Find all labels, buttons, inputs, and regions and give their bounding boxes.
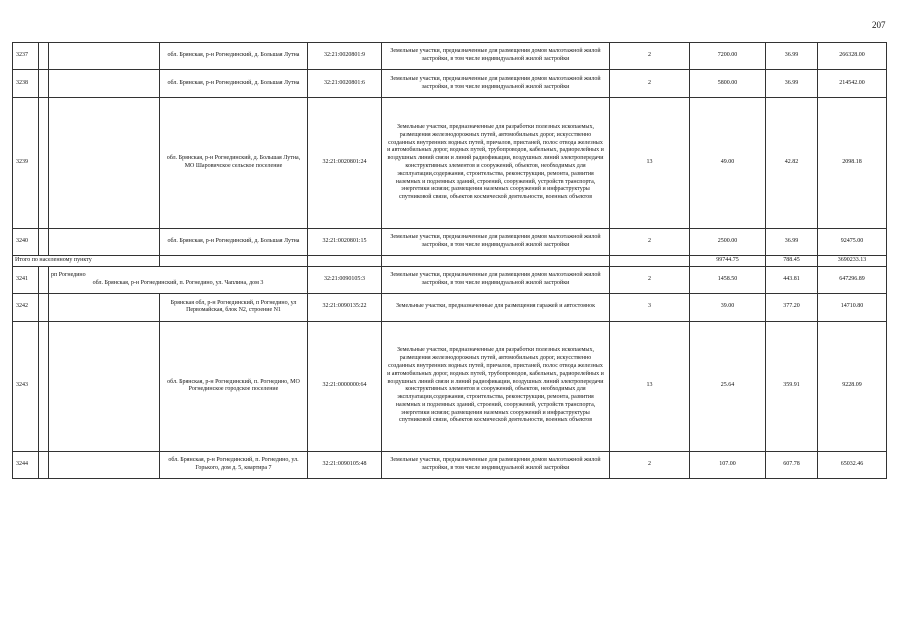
row-number: 3243 — [13, 321, 39, 451]
blank-cell — [49, 98, 160, 229]
area-cell: 2500.00 — [690, 229, 766, 256]
blank-cell — [39, 70, 49, 98]
blank-cell — [308, 256, 382, 267]
address-cell: обл. Брянская, р-н Рогнединский, д. Большая Лутна — [160, 43, 308, 70]
address-text: обл. Брянская, р-н Рогнединский, п. Рогнедино, ул. Чаплина, дом 3 — [92, 280, 264, 287]
address-cell: обл. Брянская, р-н Рогнединский, п. Рогнедино, МО Рогнединское городское поселение — [160, 321, 308, 451]
blank-cell — [49, 321, 160, 451]
address-cell — [49, 266, 308, 293]
area-cell: 107.00 — [690, 451, 766, 478]
blank-cell — [39, 98, 49, 229]
address-cell: обл. Брянская, р-н Рогнединский, д. Большая Лутна — [160, 70, 308, 98]
cadastral-number-cell: 32:21:0090105:48 — [308, 451, 382, 478]
cadastral-number-cell: 32:21:0020801:6 — [308, 70, 382, 98]
row-number: 3237 — [13, 43, 39, 70]
land-purpose-cell: Земельные участки, предназначенные для размещения домов малоэтажной жилой застройки, в том числе индивидуальной жилой застройки — [382, 451, 610, 478]
group-cell: 2 — [610, 266, 690, 293]
blank-cell — [39, 43, 49, 70]
blank-cell — [49, 229, 160, 256]
value-cell: 214542.00 — [818, 70, 887, 98]
table-row — [13, 451, 887, 478]
table-row — [13, 43, 887, 70]
area-cell: 5800.00 — [690, 70, 766, 98]
value-cell: 14710.80 — [818, 293, 887, 321]
table-row — [13, 321, 887, 451]
blank-cell — [39, 293, 49, 321]
blank-cell — [39, 321, 49, 451]
blank-cell — [39, 266, 49, 293]
row-number: 3242 — [13, 293, 39, 321]
land-purpose-cell: Земельные участки, предназначенные для размещения гаражей и автостоянок — [382, 293, 610, 321]
value-cell: 9228.09 — [818, 321, 887, 451]
rate-cell: 36.99 — [766, 70, 818, 98]
blank-cell — [382, 256, 610, 267]
rate-cell: 36.99 — [766, 43, 818, 70]
rate-cell: 377.20 — [766, 293, 818, 321]
group-cell: 2 — [610, 451, 690, 478]
row-number: 3239 — [13, 98, 39, 229]
blank-cell — [39, 451, 49, 478]
row-number: 3238 — [13, 70, 39, 98]
table-row — [13, 98, 887, 229]
cadastral-number-cell: 32:21:0020801:24 — [308, 98, 382, 229]
land-purpose-cell: Земельные участки, предназначенные для разработки полезных ископаемых, размещения железнодорожных путей, автомобильных дорог, искусственно созданных внутренних водных путей, причалов, пристаней, полос отвода железных и автомобильных дорог, водных путей, трубопроводов, кабельных, радиорелейных и воздушных линий связи и линий радиофикации, воздушных линий электропередачи конструктивных элементов и сооружений, объектов, необходимых для эксплуатации,содержания, строительства, реконструкции, ремонта, развития наземных и подземных зданий, строений, сооружений, устройств транспорта, энергетики исвязи; размещения наземных сооружений и инфраструктуры спутниковой связи, объектов космической деятельности, военных объектов — [382, 98, 610, 229]
area-cell: 7200.00 — [690, 43, 766, 70]
value-cell: 2098.18 — [818, 98, 887, 229]
page-number: 207 — [872, 20, 886, 30]
address-cell: Брянская обл, р-н Рогнединский, п Рогнедино, ул Первомайская, блок N2, строение N1 — [160, 293, 308, 321]
blank-cell — [49, 293, 160, 321]
area-cell: 1458.50 — [690, 266, 766, 293]
blank-cell — [610, 256, 690, 267]
table-row — [13, 293, 887, 321]
land-purpose-cell: Земельные участки, предназначенные для размещения домов малоэтажной жилой застройки, в том числе индивидуальной жилой застройки — [382, 70, 610, 98]
blank-cell — [49, 70, 160, 98]
blank-cell — [160, 256, 308, 267]
rate-cell: 443.81 — [766, 266, 818, 293]
rate-cell: 42.82 — [766, 98, 818, 229]
value-cell: 266328.00 — [818, 43, 887, 70]
group-cell: 3 — [610, 293, 690, 321]
table-row — [13, 70, 887, 98]
table-row — [13, 229, 887, 256]
value-cell: 92475.00 — [818, 229, 887, 256]
cadastral-number-cell: 32:21:0020801:9 — [308, 43, 382, 70]
land-purpose-cell: Земельные участки, предназначенные для размещения домов малоэтажной жилой застройки, в том числе индивидуальной жилой застройки — [382, 229, 610, 256]
blank-cell — [49, 43, 160, 70]
subtotal-value: 3690233.13 — [818, 256, 887, 267]
cadastral-number-cell: 32:21:0090135:22 — [308, 293, 382, 321]
subtotal-rate: 788.45 — [766, 256, 818, 267]
group-cell: 13 — [610, 98, 690, 229]
blank-cell — [49, 451, 160, 478]
area-cell: 25.64 — [690, 321, 766, 451]
cadastral-number-cell: 32:21:0020801:15 — [308, 229, 382, 256]
subtotal-area: 99744.75 — [690, 256, 766, 267]
row-number: 3244 — [13, 451, 39, 478]
land-purpose-cell: Земельные участки, предназначенные для разработки полезных ископаемых, размещения железнодорожных путей, автомобильных дорог, искусственно созданных внутренних водных путей, причалов, пристаней, полос отвода железных и автомобильных дорог, водных путей, трубопроводов, кабельных, радиорелейных и воздушных линий связи и линий радиофикации, воздушных линий электропередачи конструктивных элементов и сооружений, объектов, необходимых для эксплуатации,содержания, строительства, реконструкции, ремонта, развития наземных и подземных зданий, строений, сооружений, устройств транспорта, энергетики исвязи; размещения наземных сооружений и инфраструктуры спутниковой связи, объектов космической деятельности, военных объектов — [382, 321, 610, 451]
address-cell: обл. Брянская, р-н Рогнединский, д. Большая Лутна, МО Шаровичское сельское поселение — [160, 98, 308, 229]
cadastral-number-cell: 32:21:0090105:3 — [308, 266, 382, 293]
land-registry-table — [12, 42, 887, 479]
blank-cell — [39, 229, 49, 256]
row-number: 3241 — [13, 266, 39, 293]
value-cell: 65032.46 — [818, 451, 887, 478]
land-purpose-cell: Земельные участки, предназначенные для размещения домов малоэтажной жилой застройки, в том числе индивидуальной жилой застройки — [382, 43, 610, 70]
group-cell: 2 — [610, 43, 690, 70]
value-cell: 647296.89 — [818, 266, 887, 293]
rate-cell: 607.78 — [766, 451, 818, 478]
address-cell: обл. Брянская, р-н Рогнединский, д. Большая Лутна — [160, 229, 308, 256]
table-row — [13, 266, 887, 293]
rate-cell: 359.91 — [766, 321, 818, 451]
settlement-name: рп Рогнедино — [51, 271, 86, 278]
area-cell: 39.00 — [690, 293, 766, 321]
cadastral-number-cell: 32:21:0000000:64 — [308, 321, 382, 451]
area-cell: 49.00 — [690, 98, 766, 229]
row-number: 3240 — [13, 229, 39, 256]
rate-cell: 36.99 — [766, 229, 818, 256]
group-cell: 2 — [610, 229, 690, 256]
subtotal-row — [13, 256, 887, 267]
address-cell: обл. Брянская, р-н Рогнединский, п. Рогнедино, ул. Горького, дом д. 5, квартира 7 — [160, 451, 308, 478]
land-purpose-cell: Земельные участки, предназначенные для размещения домов малоэтажной жилой застройки, в том числе индивидуальной жилой застройки — [382, 266, 610, 293]
subtotal-label: Итого по населенному пункту — [13, 256, 160, 267]
group-cell: 2 — [610, 70, 690, 98]
group-cell: 13 — [610, 321, 690, 451]
